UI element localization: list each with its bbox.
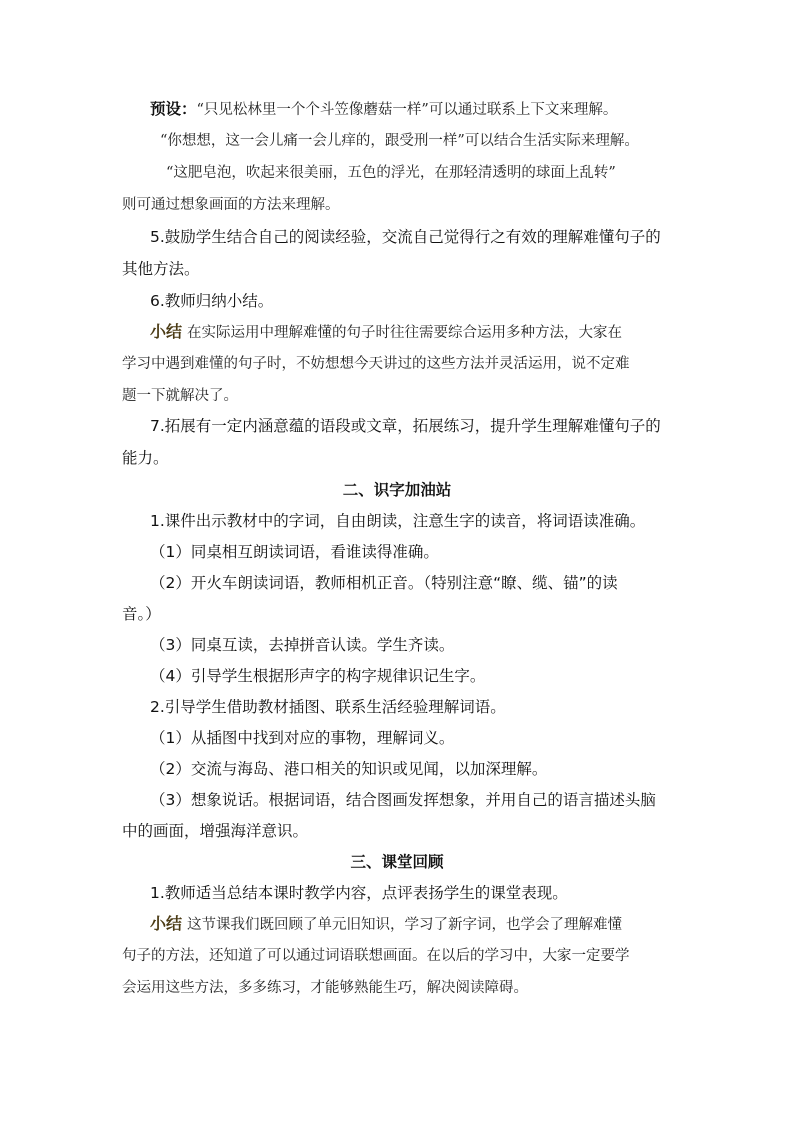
section2-p1a: （1）同桌相互朗读词语，看谁读得准确。 [150,543,439,561]
summary1-label: 小结 [150,322,183,341]
section3-p1: 1.教师适当总结本课时教学内容，点评表扬学生的课堂表现。 [150,884,568,902]
preset-line-3: “这肥皂泡，吹起来很美丽，五色的浮光，在那轻清透明的球面上乱转” [166,165,616,181]
summary1-line-1 [150,321,622,344]
preset-text-1: “只见松林里一个个斗笠像蘑菇一样”可以通过联系上下文来理解。 [196,102,618,118]
step7-line-2: 能力。 [122,449,169,467]
section2-p1b-line-2: 音。） [122,605,161,623]
section2-p2c-line-2: 中的画面，增强海洋意识。 [122,822,309,840]
summary1-line-2: 学习中遇到难懂的句子时，不妨想想今天讲过的这些方法并灵活运用，说不定难 [122,356,630,372]
section2-p2c-line-1: （3）想象说话。根据词语，结合图画发挥想象，并用自己的语言描述头脑 [150,791,656,809]
section3-summary-line-2: 句子的方法，还知道了可以通过词语联想画面。在以后的学习中，大家一定要学 [122,948,630,964]
step7-line-1: 7.拓展有一定内涵意蕴的语段或文章，拓展练习，提升学生理解难懂句子的 [150,417,661,435]
section2-p2: 2.引导学生借助教材插图、联系生活经验理解词语。 [150,698,506,716]
section2-p1d: （4）引导学生根据形声字的构字规律识记生字。 [150,667,486,685]
step5-line-2: 其他方法。 [122,260,200,278]
section2-heading: 二、识字加油站 [342,481,452,499]
section2-p1: 1.课件出示教材中的字词，自由朗读，注意生字的读音，将词语读准确。 [150,512,646,530]
section2-p2b: （2）交流与海岛、港口相关的知识或见闻，以加深理解。 [150,760,548,778]
section2-p1b-line-1: （2）开火车朗读词语，教师相机正音。（特别注意“瞭、缆、锚”的读 [150,574,618,592]
section3-summary-label: 小结 [150,914,183,933]
summary1-line-3: 题一下就解决了。 [122,388,238,404]
section3-summary-text-1: 这节课我们既回顾了单元旧知识，学习了新字词，也学会了理解难懂 [187,917,623,933]
summary1-text-1: 在实际运用中理解难懂的句子时往往需要综合运用多种方法，大家在 [187,325,623,341]
section2-p2a: （1）从插图中找到对应的事物，理解词义。 [150,729,455,747]
preset-line-1 [150,98,617,121]
preset-line-2: “你想想，这一会儿痛一会儿痒的，跟受刑一样”可以结合生活实际来理解。 [160,133,639,149]
preset-label: 预设： [150,100,197,118]
section2-p1c: （3）同桌互读，去掉拼音认读。学生齐读。 [150,636,455,654]
section3-summary-line-3: 会运用这些方法，多多练习，才能够熟能生巧，解决阅读障碍。 [122,980,528,996]
section3-heading: 三、课堂回顾 [350,853,444,871]
section3-summary-line-1 [150,913,622,936]
step5-line-1: 5.鼓励学生结合自己的阅读经验，交流自己觉得行之有效的理解难懂句子的 [150,228,661,246]
step6-line: 6.教师归纳小结。 [150,292,274,310]
preset-line-4: 则可通过想象画面的方法来理解。 [122,197,340,213]
